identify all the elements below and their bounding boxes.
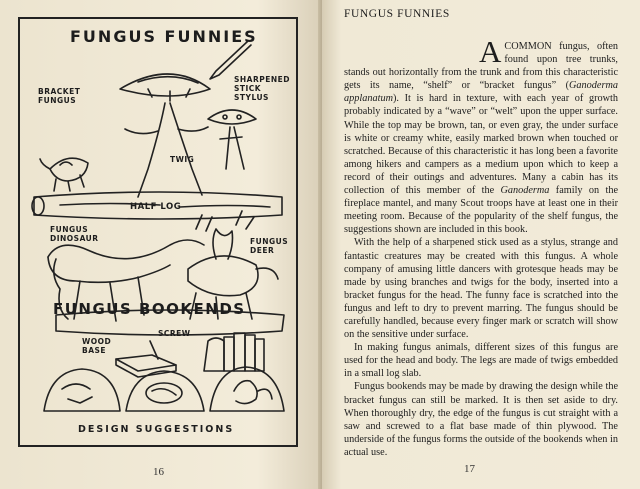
label-bracket-fungus: BRACKET FUNGUS [38,87,81,105]
body-text [344,34,618,459]
right-page [322,0,640,489]
illustration-title: FUNGUS FUNNIES [70,27,258,46]
illustration-frame [18,17,298,447]
book [224,337,234,371]
label-fungus-deer: FUNGUS DEER [250,237,289,255]
small-fungus-head [208,110,256,124]
label-screw: SCREW [158,329,191,338]
design-3 [210,367,284,411]
label-twig: TWIG [170,155,195,164]
paragraph-4: Fungus bookends may be made by drawing the design while the bracket fungus can still be marked. It is then set aside to dry. When thoroughly dry, the edge of the fungus is cut straight with a saw and screwed to a flat base made of thin plywood. The underside of the fungus forms the outside of the bookends when in actual use. [344,381,618,458]
paragraph-3: In making fungus animals, different sizes of this fungus are used for the head and body. The legs are made of twigs embedded in a small log slab. [344,342,618,380]
page-number-left: 16 [153,466,164,478]
paragraph-2: With the help of a sharpened stick used as a stylus, strange and fantastic creatures may be created with this fungus. A whole company of amusing little dancers with grotesque heads may be made by using branches and twigs for the body, inserted into a bracket fungus for the head. The funny face is scratched into the fungus and left to dry to prevent marring. The fungus should be carefully handled, because every finger mark or scratch will show on the sensitive under surface. [344,237,618,341]
section-title-bookends: FUNGUS BOOKENDS [53,300,246,318]
illustration-caption: DESIGN SUGGESTIONS [78,424,235,435]
label-half-log: HALF LOG [130,202,182,212]
drop-cap: A [479,34,502,69]
stylus-stick [210,41,251,79]
small-creature [50,158,88,181]
label-sharpened-stick: SHARPENED STICK STYLUS [234,75,291,102]
page-number-right: 17 [464,463,475,475]
paragraph-1: ACOMMON fungus, often found upon tree trunks, stands out horizontally from the trunk and from this characteristic gets its name, “shelf” or “bracket fungus” (Ganoderma applanatum). It is hard in texture, with each year of growth probably indicated by a “wave” or “welt” upon the upper surface. While the top may be brown, tan, or even gray, the under surface is white or creamy white, easily marked brown when touched or scratched. Because of this characteristic it has long been a favorite among hikers and campers as a medium upon which to keep a record of their outings and adventures. Many a cabin has its collection of this member of the Ganoderma family on the fireplace mantel, and many Scout troops have at least one in their meeting room. Because of the popularity of the shelf fungus, the suggestions shown are included in this book. [344,34,618,236]
running-header: FUNGUS FUNNIES [344,8,450,20]
label-fungus-dinosaur: FUNGUS DINOSAUR [50,225,99,243]
wood-base [116,355,176,371]
label-wood-base: WOOD BASE [82,337,112,355]
fungus-deer [188,256,258,296]
design-1 [44,369,120,411]
